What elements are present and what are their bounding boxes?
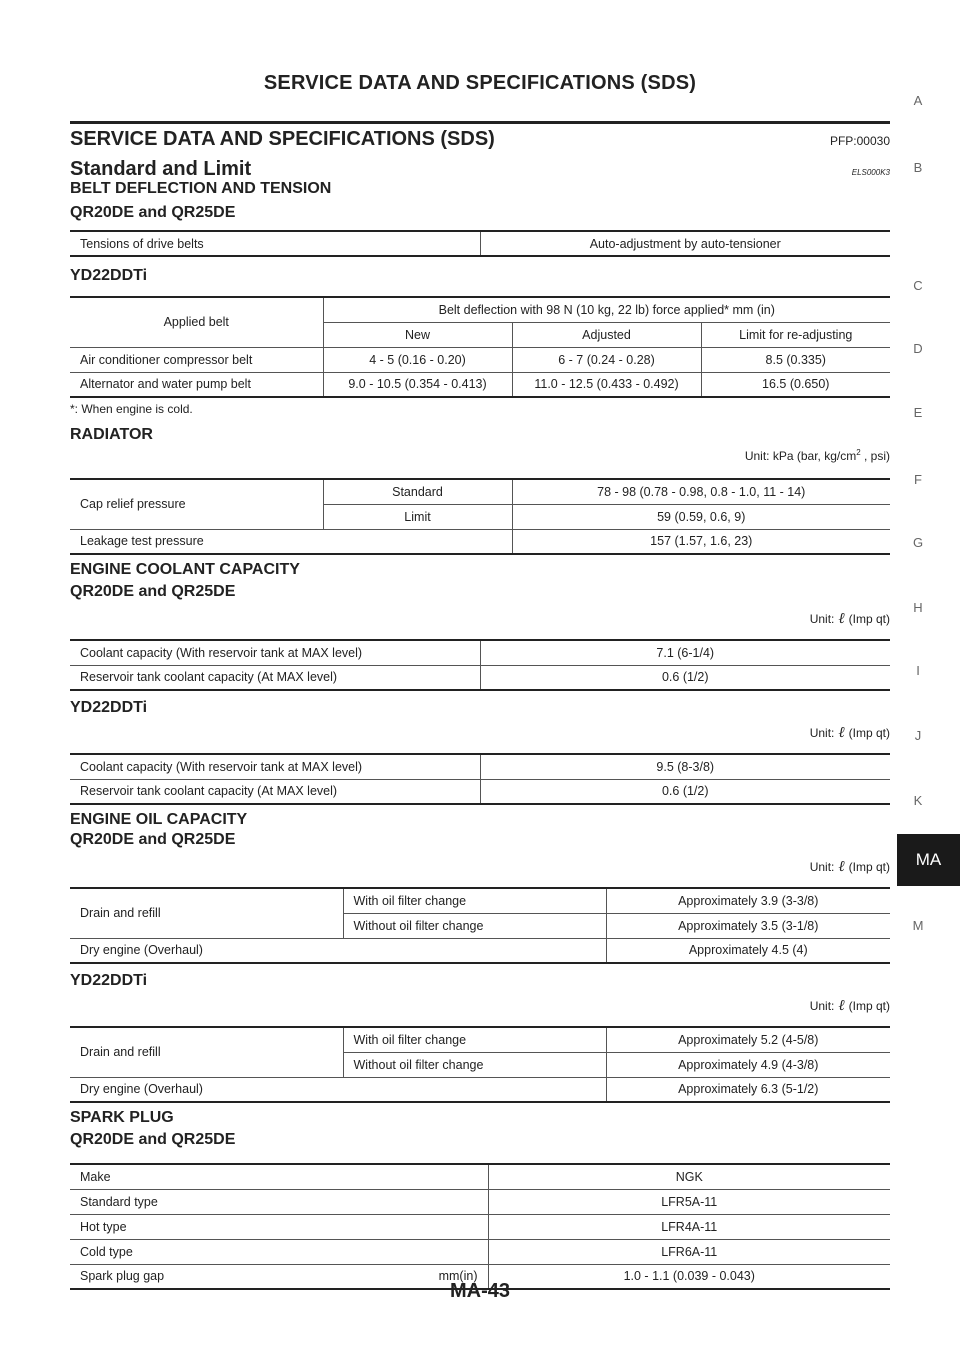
table-cell: Auto-adjustment by auto-tensioner <box>480 231 890 256</box>
page-header-title: SERVICE DATA AND SPECIFICATIONS (SDS) <box>263 72 697 94</box>
belt-qr-heading: QR20DE and QR25DE <box>70 204 236 221</box>
belt-yd-heading: YD22DDTi <box>70 267 148 284</box>
table-row <box>70 1077 890 1102</box>
table-cell: Approximately 4.5 (4) <box>606 938 890 963</box>
oil-yd-unit <box>70 992 890 1018</box>
litre-symbol: ℓ <box>838 857 845 875</box>
table-cell: LFR5A-11 <box>488 1189 890 1214</box>
table-cell: Reservoir tank coolant capacity (At MAX level) <box>80 670 338 685</box>
table-cell: Dry engine (Overhaul) <box>80 1082 203 1097</box>
unit-text: Unit: <box>809 860 835 874</box>
side-nav-item[interactable]: D <box>913 341 923 356</box>
table-row <box>70 888 890 913</box>
table-cell: 9.5 (8-3/8) <box>480 754 890 779</box>
table-row <box>70 347 890 372</box>
table-cell: Alternator and water pump belt <box>80 377 251 392</box>
table-cell: LFR6A-11 <box>488 1239 890 1264</box>
unit-text: Unit: <box>809 612 835 626</box>
unit-text: , psi) <box>860 449 890 463</box>
table-cell: 9.0 - 10.5 (0.354 - 0.413) <box>323 372 512 397</box>
oil-qr-table <box>70 887 890 964</box>
coolant-qr-unit <box>70 605 890 631</box>
unit-text: (Imp qt) <box>848 860 890 874</box>
spark-row-label: Hot type <box>80 1219 127 1234</box>
spark-row-label: Make <box>80 1169 111 1184</box>
table-row <box>70 231 890 256</box>
coolant-yd-heading: YD22DDTi <box>70 699 148 716</box>
coolant-yd-table <box>70 753 890 805</box>
table-row <box>70 640 890 665</box>
table-cell <box>70 1164 488 1189</box>
subsection-code: ELS000K3 <box>851 168 890 177</box>
litre-symbol: ℓ <box>838 996 845 1014</box>
table-cell: Cap relief pressure <box>70 479 323 529</box>
coolant-qr-heading: QR20DE and QR25DE <box>70 583 236 600</box>
table-row <box>70 938 890 963</box>
table-cell: With oil filter change <box>343 1027 606 1052</box>
table-cell: 59 (0.59, 0.6, 9) <box>512 504 890 529</box>
oil-qr-heading: QR20DE and QR25DE <box>70 831 236 848</box>
table-cell: 78 - 98 (0.78 - 0.98, 0.8 - 1.0, 11 - 14) <box>512 479 890 504</box>
spark-table <box>70 1163 890 1290</box>
table-cell: Limit for re-adjusting <box>701 322 890 347</box>
table-row <box>70 297 890 322</box>
table-cell: With oil filter change <box>343 888 606 913</box>
litre-symbol: ℓ <box>838 723 845 741</box>
table-row <box>70 754 890 779</box>
side-nav-item[interactable]: F <box>914 472 922 487</box>
table-cell: 157 (1.57, 1.6, 23) <box>512 529 890 554</box>
belt-qr-table <box>70 230 890 257</box>
side-nav-item[interactable]: A <box>913 93 923 108</box>
radiator-heading: RADIATOR <box>70 426 153 443</box>
side-nav-item[interactable]: K <box>913 793 923 808</box>
side-nav-item[interactable]: B <box>913 160 923 175</box>
table-cell <box>70 1189 488 1214</box>
table-row <box>70 779 890 804</box>
oil-yd-heading: YD22DDTi <box>70 972 148 989</box>
table-row <box>70 1214 890 1239</box>
table-cell <box>70 1214 488 1239</box>
unit-text: (Imp qt) <box>848 726 890 740</box>
side-nav-item[interactable]: M <box>912 918 924 933</box>
oil-qr-unit <box>70 853 890 879</box>
unit-text: Unit: <box>809 999 835 1013</box>
coolant-yd-unit <box>70 719 890 745</box>
spark-row-unit: mm(in) <box>438 1269 478 1284</box>
table-cell: Dry engine (Overhaul) <box>80 943 203 958</box>
section-title: SERVICE DATA AND SPECIFICATIONS (SDS) <box>70 128 495 150</box>
table-cell: Air conditioner compressor belt <box>70 347 323 372</box>
table-cell: 1.0 - 1.1 (0.039 - 0.043) <box>488 1264 890 1289</box>
table-cell: Adjusted <box>512 322 701 347</box>
table-row <box>70 479 890 504</box>
table-cell: Tensions of drive belts <box>80 236 204 251</box>
table-cell: 8.5 (0.335) <box>701 347 890 372</box>
table-cell: Approximately 5.2 (4-5/8) <box>606 1027 890 1052</box>
oil-yd-table <box>70 1026 890 1103</box>
table-row <box>70 372 890 397</box>
subsection-title-row <box>70 158 890 180</box>
table-row <box>70 529 890 554</box>
litre-symbol: ℓ <box>838 609 845 627</box>
radiator-table <box>70 478 890 555</box>
table-cell: 16.5 (0.650) <box>701 372 890 397</box>
table-cell: Standard <box>323 479 512 504</box>
table-row <box>70 1189 890 1214</box>
table-cell: Without oil filter change <box>343 913 606 938</box>
unit-text: Unit: <box>809 726 835 740</box>
header-rule <box>70 121 890 124</box>
radiator-unit <box>70 446 890 470</box>
section-title-row <box>70 126 890 158</box>
table-cell: Drain and refill <box>70 1027 343 1077</box>
table-cell: 0.6 (1/2) <box>480 665 890 690</box>
table-cell: Without oil filter change <box>343 1052 606 1077</box>
oil-heading: ENGINE OIL CAPACITY <box>70 811 248 828</box>
side-nav-item[interactable]: E <box>913 405 923 420</box>
spark-row-label: Standard type <box>80 1194 158 1209</box>
table-cell <box>70 1239 488 1264</box>
table-cell: Approximately 3.5 (3-1/8) <box>606 913 890 938</box>
table-cell: Coolant capacity (With reservoir tank at MAX level) <box>70 754 480 779</box>
unit-text: (Imp qt) <box>848 612 890 626</box>
table-cell: 4 - 5 (0.16 - 0.20) <box>323 347 512 372</box>
spark-heading: SPARK PLUG <box>70 1109 174 1126</box>
part-code: PFP:00030 <box>829 134 890 148</box>
spark-row-label: Spark plug gap <box>80 1269 165 1284</box>
table-cell: 6 - 7 (0.24 - 0.28) <box>512 347 701 372</box>
unit-superscript: 2 <box>856 448 861 457</box>
main-content <box>70 126 890 1290</box>
spark-qr-heading: QR20DE and QR25DE <box>70 1131 236 1148</box>
table-cell: New <box>323 322 512 347</box>
side-nav-item[interactable]: G <box>912 535 924 550</box>
table-cell: 11.0 - 12.5 (0.433 - 0.492) <box>512 372 701 397</box>
table-cell: Approximately 6.3 (5-1/2) <box>606 1077 890 1102</box>
table-cell: NGK <box>488 1164 890 1189</box>
side-nav-active-tab[interactable]: MA <box>897 834 960 886</box>
table-row <box>70 1239 890 1264</box>
belt-yd-table <box>70 296 890 398</box>
spark-row-label: Cold type <box>80 1244 133 1259</box>
table-row <box>70 1164 890 1189</box>
table-cell: Approximately 3.9 (3-3/8) <box>606 888 890 913</box>
table-cell: Limit <box>323 504 512 529</box>
belt-heading: BELT DEFLECTION AND TENSION <box>70 180 332 197</box>
side-nav-item[interactable]: I <box>916 663 920 678</box>
unit-text: (Imp qt) <box>848 999 890 1013</box>
belt-note: *: When engine is cold. <box>70 402 193 416</box>
page-number: MA-43 <box>449 1280 510 1302</box>
table-cell: 0.6 (1/2) <box>480 779 890 804</box>
table-cell: Reservoir tank coolant capacity (At MAX level) <box>80 784 338 799</box>
table-cell: Applied belt <box>70 297 323 347</box>
side-nav-item[interactable]: J <box>914 728 922 743</box>
table-cell: LFR4A-11 <box>488 1214 890 1239</box>
table-cell: Coolant capacity (With reservoir tank at MAX level) <box>70 640 480 665</box>
table-cell: Leakage test pressure <box>80 534 204 549</box>
coolant-qr-table <box>70 639 890 691</box>
side-nav-item[interactable]: C <box>913 278 923 293</box>
side-nav-item[interactable]: H <box>913 600 923 615</box>
table-row <box>70 665 890 690</box>
table-cell: Belt deflection with 98 N (10 kg, 22 lb) force applied* mm (in) <box>323 297 890 322</box>
unit-text: Unit: kPa (bar, kg/cm <box>744 449 857 463</box>
table-cell: Approximately 4.9 (4-3/8) <box>606 1052 890 1077</box>
table-cell: 7.1 (6-1/4) <box>480 640 890 665</box>
table-cell: Drain and refill <box>70 888 343 938</box>
table-row <box>70 1027 890 1052</box>
subsection-title: Standard and Limit <box>70 158 252 180</box>
coolant-heading: ENGINE COOLANT CAPACITY <box>70 561 300 578</box>
